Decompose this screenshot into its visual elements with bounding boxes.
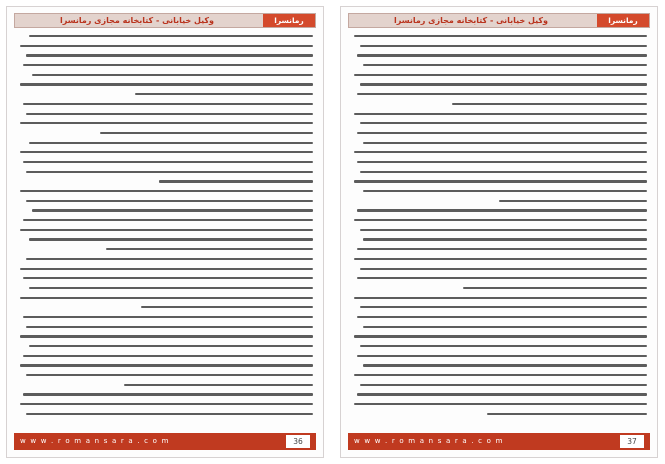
text-line bbox=[23, 277, 313, 279]
text-line bbox=[357, 248, 647, 250]
text-line bbox=[360, 171, 647, 173]
text-line bbox=[354, 35, 647, 37]
text-line bbox=[32, 209, 313, 211]
text-line bbox=[20, 364, 313, 366]
text-line bbox=[23, 355, 313, 357]
text-line bbox=[26, 113, 313, 115]
text-line bbox=[354, 151, 647, 153]
text-line bbox=[29, 345, 313, 347]
text-line bbox=[26, 171, 313, 173]
text-line bbox=[141, 306, 313, 308]
text-line bbox=[363, 64, 647, 66]
text-line bbox=[354, 403, 647, 405]
text-line bbox=[354, 180, 647, 182]
page-header bbox=[14, 13, 316, 28]
text-line bbox=[357, 277, 647, 279]
text-line bbox=[124, 384, 313, 386]
text-line bbox=[100, 132, 313, 134]
text-line bbox=[23, 316, 313, 318]
book-title: وکیل خیابانی - کتابخانه مجازی رمانسرا bbox=[393, 16, 549, 25]
text-line bbox=[20, 83, 313, 85]
text-line bbox=[26, 258, 313, 260]
text-line bbox=[23, 219, 313, 221]
text-line bbox=[20, 229, 313, 231]
text-line bbox=[499, 200, 647, 202]
page-number: 36 bbox=[286, 435, 310, 448]
text-line bbox=[29, 35, 313, 37]
text-line bbox=[360, 306, 647, 308]
text-line bbox=[360, 229, 647, 231]
page-left bbox=[6, 6, 324, 458]
text-line bbox=[159, 180, 313, 182]
text-line bbox=[23, 103, 313, 105]
text-line bbox=[32, 74, 313, 76]
text-line bbox=[23, 161, 313, 163]
text-line bbox=[360, 423, 647, 424]
text-line bbox=[452, 103, 647, 105]
page-body bbox=[17, 35, 313, 423]
text-line bbox=[29, 238, 313, 240]
page-right bbox=[340, 6, 658, 458]
text-line bbox=[360, 45, 647, 47]
text-line bbox=[354, 219, 647, 221]
text-line bbox=[357, 355, 647, 357]
text-line bbox=[357, 93, 647, 95]
text-line bbox=[363, 142, 647, 144]
text-line bbox=[26, 374, 313, 376]
text-line bbox=[357, 209, 647, 211]
text-line bbox=[360, 268, 647, 270]
text-line bbox=[487, 413, 647, 415]
text-line bbox=[20, 151, 313, 153]
text-line bbox=[20, 403, 313, 405]
text-line bbox=[26, 413, 313, 415]
text-line bbox=[135, 93, 313, 95]
site-label: رمانسرا bbox=[263, 14, 315, 27]
text-line bbox=[360, 384, 647, 386]
text-line bbox=[363, 326, 647, 328]
text-line bbox=[20, 122, 313, 124]
text-line bbox=[357, 161, 647, 163]
text-line bbox=[29, 142, 313, 144]
text-line bbox=[26, 326, 313, 328]
text-line bbox=[354, 297, 647, 299]
text-line bbox=[357, 316, 647, 318]
page-footer bbox=[14, 433, 316, 450]
text-line bbox=[357, 393, 647, 395]
text-line bbox=[360, 122, 647, 124]
page-header bbox=[348, 13, 650, 28]
page-footer bbox=[348, 433, 650, 450]
text-line bbox=[23, 393, 313, 395]
text-line bbox=[29, 287, 313, 289]
site-label: رمانسرا bbox=[597, 14, 649, 27]
site-url: w w w . r o m a n s a r a . c o m bbox=[20, 437, 170, 445]
text-line bbox=[20, 335, 313, 337]
text-line bbox=[363, 364, 647, 366]
text-line bbox=[354, 113, 647, 115]
text-line bbox=[20, 190, 313, 192]
text-line bbox=[26, 200, 313, 202]
site-url: w w w . r o m a n s a r a . c o m bbox=[354, 437, 504, 445]
text-line bbox=[363, 238, 647, 240]
text-line bbox=[357, 54, 647, 56]
text-line bbox=[20, 297, 313, 299]
text-line bbox=[360, 345, 647, 347]
text-line bbox=[354, 258, 647, 260]
page-body bbox=[351, 35, 647, 423]
text-line bbox=[20, 45, 313, 47]
book-title: وکیل خیابانی - کتابخانه مجازی رمانسرا bbox=[59, 16, 215, 25]
text-line bbox=[354, 335, 647, 337]
text-line bbox=[360, 83, 647, 85]
text-line bbox=[354, 374, 647, 376]
text-line bbox=[20, 268, 313, 270]
text-line bbox=[463, 287, 647, 289]
page-number: 37 bbox=[620, 435, 644, 448]
text-line bbox=[363, 190, 647, 192]
text-line bbox=[26, 54, 313, 56]
text-line bbox=[354, 74, 647, 76]
text-line bbox=[23, 64, 313, 66]
text-line bbox=[32, 423, 313, 424]
text-line bbox=[357, 132, 647, 134]
text-line bbox=[106, 248, 313, 250]
